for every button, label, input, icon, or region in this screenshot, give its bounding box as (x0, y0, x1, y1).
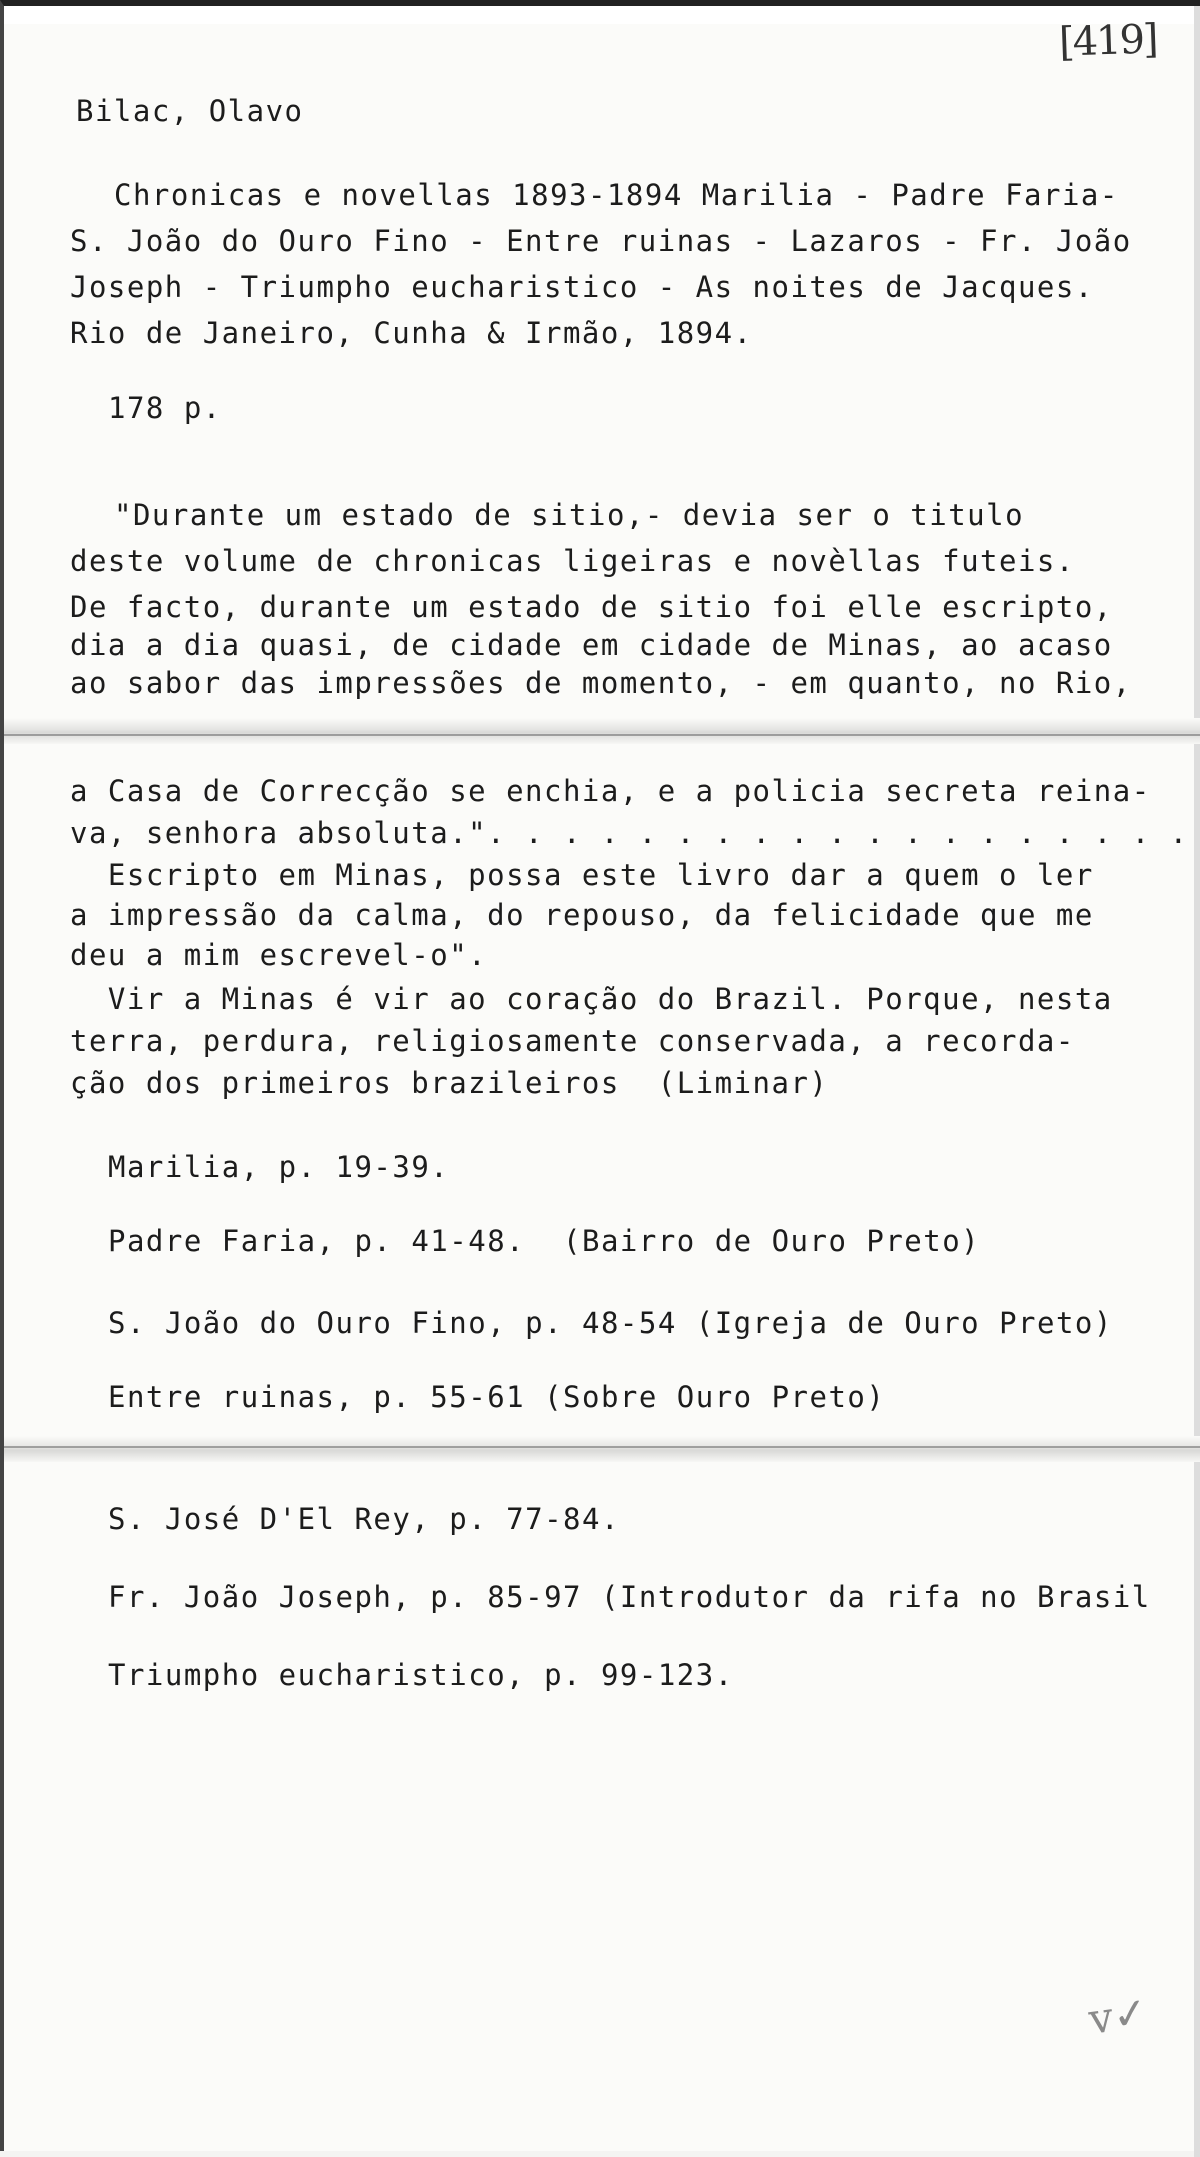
quote-line: dia a dia quasi, de cidade em cidade de Minas, ao acaso (70, 628, 1113, 662)
title-line: Chronicas e novellas 1893-1894 Marilia - Padre Faria- (114, 178, 1119, 212)
quote-line: Escripto em Minas, possa este livro dar a quem o ler (70, 858, 1094, 892)
title-line: S. João do Ouro Fino - Entre ruinas - Lazaros - Fr. João (70, 224, 1132, 258)
quote-line: deste volume de chronicas ligeiras e novèllas futeis. (70, 544, 1075, 578)
card-right-edge (1194, 6, 1200, 2157)
card-fold (4, 718, 1200, 744)
quote-line: Vir a Minas é vir ao coração do Brazil. Porque, nesta (70, 982, 1113, 1016)
quote-line: ção dos primeiros brazileiros (Liminar) (70, 1066, 829, 1100)
quote-line: deu a mim escrevel-o". (70, 938, 488, 972)
quote-line: "Durante um estado de sitio,- devia ser o titulo (114, 498, 1025, 532)
contents-entry: Marilia, p. 19-39. (108, 1150, 450, 1184)
author-heading: Bilac, Olavo (76, 94, 304, 128)
contents-entry: Fr. João Joseph, p. 85-97 (Introdutor da rifa no Brasil (108, 1580, 1151, 1614)
title-line: Joseph - Triumpho eucharistico - As noites de Jacques. (70, 270, 1094, 304)
handwritten-check-mark: v✓ (1085, 1987, 1152, 2044)
quote-line: terra, perdura, religiosamente conservada, a recorda- (70, 1024, 1075, 1058)
card-number: [419] (1058, 16, 1158, 66)
contents-entry: Triumpho eucharistico, p. 99-123. (108, 1658, 734, 1692)
contents-entry: S. José D'El Rey, p. 77-84. (108, 1502, 620, 1536)
title-line: Rio de Janeiro, Cunha & Irmão, 1894. (70, 316, 753, 350)
card-top-edge (4, 6, 1200, 24)
quote-line: a Casa de Correcção se enchia, e a policia secreta reina- (70, 774, 1151, 808)
contents-entry: S. João do Ouro Fino, p. 48-54 (Igreja de Ouro Preto) (108, 1306, 1113, 1340)
quote-line: ao sabor das impressões de momento, - em quanto, no Rio, (70, 666, 1132, 700)
fold-line (4, 734, 1200, 736)
quote-line: a impressão da calma, do repouso, da felicidade que me (70, 898, 1094, 932)
quote-line: va, senhora absoluta.". . . . . . . . . . . . . . . . . . . (70, 816, 1189, 850)
fold-line (4, 1446, 1200, 1448)
contents-entry: Padre Faria, p. 41-48. (Bairro de Ouro Preto) (108, 1224, 981, 1258)
pagination: 178 p. (108, 391, 222, 425)
contents-entry: Entre ruinas, p. 55-61 (Sobre Ouro Preto) (108, 1380, 886, 1414)
quote-line: De facto, durante um estado de sitio foi elle escripto, (70, 590, 1113, 624)
card-fold (4, 1436, 1200, 1462)
